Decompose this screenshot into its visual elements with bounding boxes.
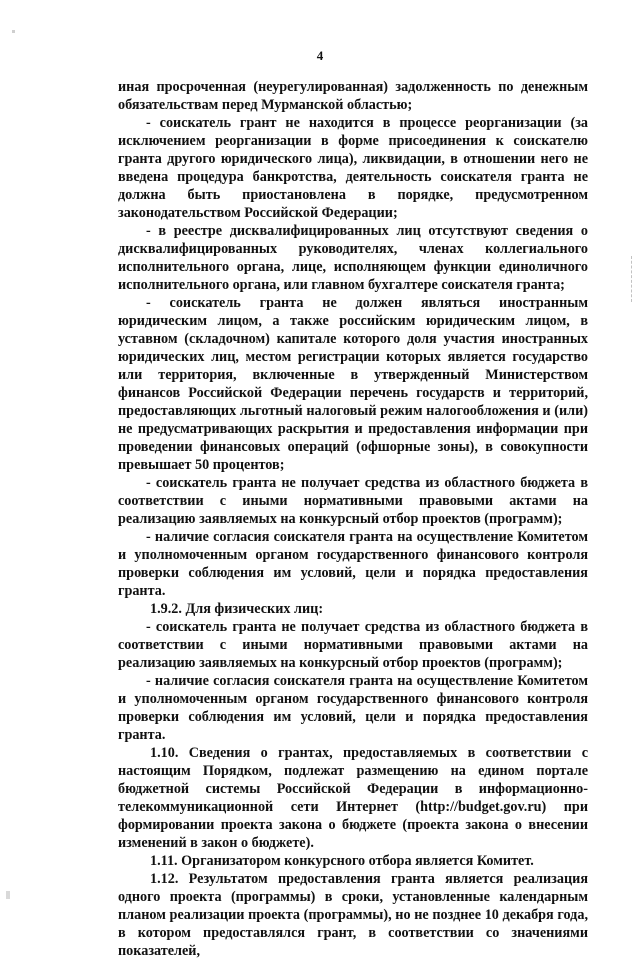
page-number: 4 bbox=[316, 48, 324, 63]
paragraph-no-regional-funds: - соискатель гранта не получает средства из областного бюджета в соответствии с иными нормативными правовыми актами на реализацию заявляемых на конкурсный отбор проектов (программ); bbox=[118, 475, 588, 527]
paragraph-control-consent: - наличие согласия соискателя гранта на осуществление Комитетом и уполномоченным органом государственного финансового контроля проверки соблюдения им условий, цели и порядка предоставления гранта. bbox=[118, 529, 588, 599]
scan-edge-mark bbox=[631, 256, 638, 302]
scan-speck bbox=[12, 30, 15, 33]
paragraph-debt-continuation: иная просроченная (неурегулированная) задолженность по денежным обязательствам перед Мурманской областью; bbox=[118, 79, 588, 113]
section-heading-individuals: 1.9.2. Для физических лиц: bbox=[150, 601, 324, 617]
paragraph-1-10-publication: 1.10. Сведения о грантах, предоставляемых в соответствии с настоящим Порядком, подлежат размещению на едином портале бюджетной системы Российской Федерации в информационно-телекоммуникационной сети Интернет (http://budget.gov.ru) при формировании проекта закона о бюджете (проекта закона о внесении изменений в закон о бюджете). bbox=[118, 745, 588, 851]
paragraph-individual-no-funds: - соискатель гранта не получает средства из областного бюджета в соответствии с иными нормативными правовыми актами на реализацию заявляемых на конкурсный отбор проектов (программ); bbox=[118, 619, 588, 671]
paragraph-disqualified-registry: - в реестре дисквалифицированных лиц отсутствуют сведения о дисквалифицированных руководителях, членах коллегиального исполнительного органа, лице, исполняющем функции единоличного исполнительного органа, или главном бухгалтере соискателя гранта; bbox=[118, 223, 588, 293]
document-body bbox=[118, 78, 588, 960]
paragraph-1-11-organizer: 1.11. Организатором конкурсного отбора является Комитет. bbox=[150, 853, 534, 869]
paragraph-no-reorganization: - соискатель грант не находится в процессе реорганизации (за исключением реорганизации в форме присоединения к соискателю гранта другого юридического лица), ликвидации, в отношении него не введена процедура банкротства, деятельность соискателя гранта не должна быть приостановлена в порядке, предусмотренном законодательством Российской Федерации; bbox=[118, 115, 588, 221]
paragraph-1-12-result: 1.12. Результатом предоставления гранта является реализация одного проекта (программы) в сроки, установленные календарным планом реализации проекта (программы), но не позднее 10 декабря года, в котором предоставлялся грант, в соответствии со значениями показателей, bbox=[118, 871, 588, 959]
scan-corner-speck bbox=[6, 891, 10, 899]
paragraph-not-foreign-entity: - соискатель гранта не должен являться иностранным юридическим лицом, а также российским юридическим лицом, в уставном (складочном) капитале которого доля участия иностранных юридических лиц, местом регистрации которых является государство или территория, включенные в утвержденный Министерством финансов Российской Федерации перечень государств и территорий, предоставляющих льготный налоговый режим налогообложения и (или) не предусматривающих раскрытия и предоставления информации при проведении финансовых операций (офшорные зоны), в совокупности превышает 50 процентов; bbox=[118, 295, 588, 473]
paragraph-individual-consent: - наличие согласия соискателя гранта на осуществление Комитетом и уполномоченным органом государственного финансового контроля проверки соблюдения им условий, цели и порядка предоставления гранта. bbox=[118, 673, 588, 743]
